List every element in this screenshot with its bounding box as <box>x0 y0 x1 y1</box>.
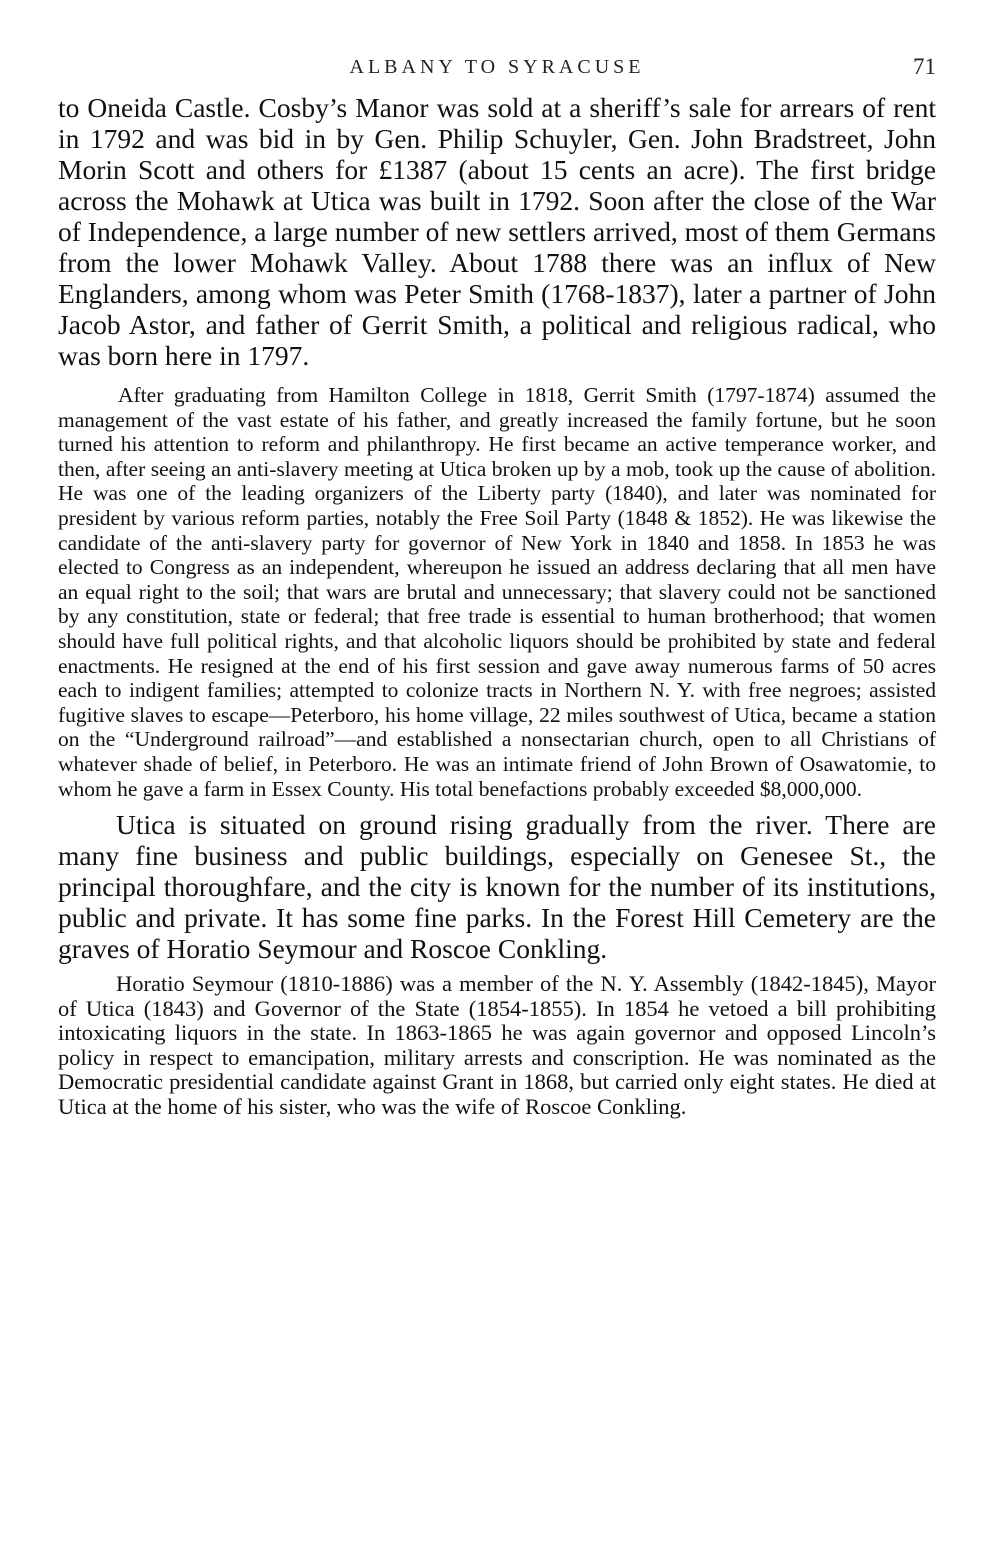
page-number: 71 <box>913 54 936 79</box>
footnote-horatio-seymour: Horatio Seymour (1810-1886) was a member of the N. Y. Assembly (1842-1845), Mayor of Utica (1843) and Governor of the State (1854-1855). In 1854 he vetoed a bill prohibiting intoxicating liquors in the state. In 1863-1865 he was again governor and opposed Lincoln’s policy in respect to emancipation, military arrests and conscription. He was nominated as the Democratic presidential candidate against Grant in 1868, but carried only eight states. He died at Utica at the home of his sister, who was the wife of Roscoe Conkling. <box>58 971 936 1120</box>
footnote-gerrit-smith: After graduating from Hamilton College in 1818, Gerrit Smith (1797-1874) assumed the management of the vast estate of his father, and greatly increased the family fortune, but he soon turned his attention to reform and philanthropy. He first became an active temperance worker, and then, after seeing an anti-slavery meeting at Utica broken up by a mob, took up the cause of abolition. He was one of the leading organizers of the Liberty party (1840), and later was nominated for president by various reform parties, notably the Free Soil Party (1848 & 1852). He was likewise the candidate of the anti-slavery party for governor of New York in 1840 and 1858. In 1853 he was elected to Congress as an independent, whereupon he issued an address declaring that all men have an equal right to the soil; that wars are brutal and unnecessary; that slavery could not be sanctioned by any constitution, state or federal; that free trade is essential to human brotherhood; that women should have full political rights, and that alcoholic liquors should be prohibited by state and federal enactments. He resigned at the end of his first session and gave away numerous farms of 50 acres each to indigent families; attempted to colonize tracts in Northern N. Y. with free negroes; assisted fugitive slaves to escape—Peterboro, his home village, 22 miles southwest of Utica, became a station on the “Underground railroad”—and established a nonsectarian church, open to all Christians of whatever shade of belief, in Peterboro. He was an intimate friend of John Brown of Osawatomie, to whom he gave a farm in Essex County. His total benefactions probably exceeded $8,000,000. <box>58 383 936 801</box>
body-paragraph-2: Utica is situated on ground rising gradually from the river. There are many fine business and public buildings, especially on Genesee St., the principal thoroughfare, and the city is known for the number of its institutions, public and private. It has some fine parks. In the Forest Hill Cemetery are the graves of Horatio Seymour and Roscoe Conkling. <box>58 809 936 965</box>
running-head <box>58 56 936 92</box>
running-title: ALBANY TO SYRACUSE <box>349 56 645 78</box>
body-paragraph-1: to Oneida Castle. Cosby’s Manor was sold at a sheriff’s sale for arrears of rent in 1792 and was bid in by Gen. Philip Schuyler, Gen. John Bradstreet, John Morin Scott and others for £1387 (about 15 cents an acre). The first bridge across the Mohawk at Utica was built in 1792. Soon after the close of the War of Independence, a large number of new settlers arrived, most of them Germans from the lower Mohawk Valley. About 1788 there was an influx of New Englanders, among whom was Peter Smith (1768-1837), later a partner of John Jacob Astor, and father of Gerrit Smith, a political and religious radical, who was born here in 1797. <box>58 92 936 371</box>
book-page <box>58 56 936 1120</box>
